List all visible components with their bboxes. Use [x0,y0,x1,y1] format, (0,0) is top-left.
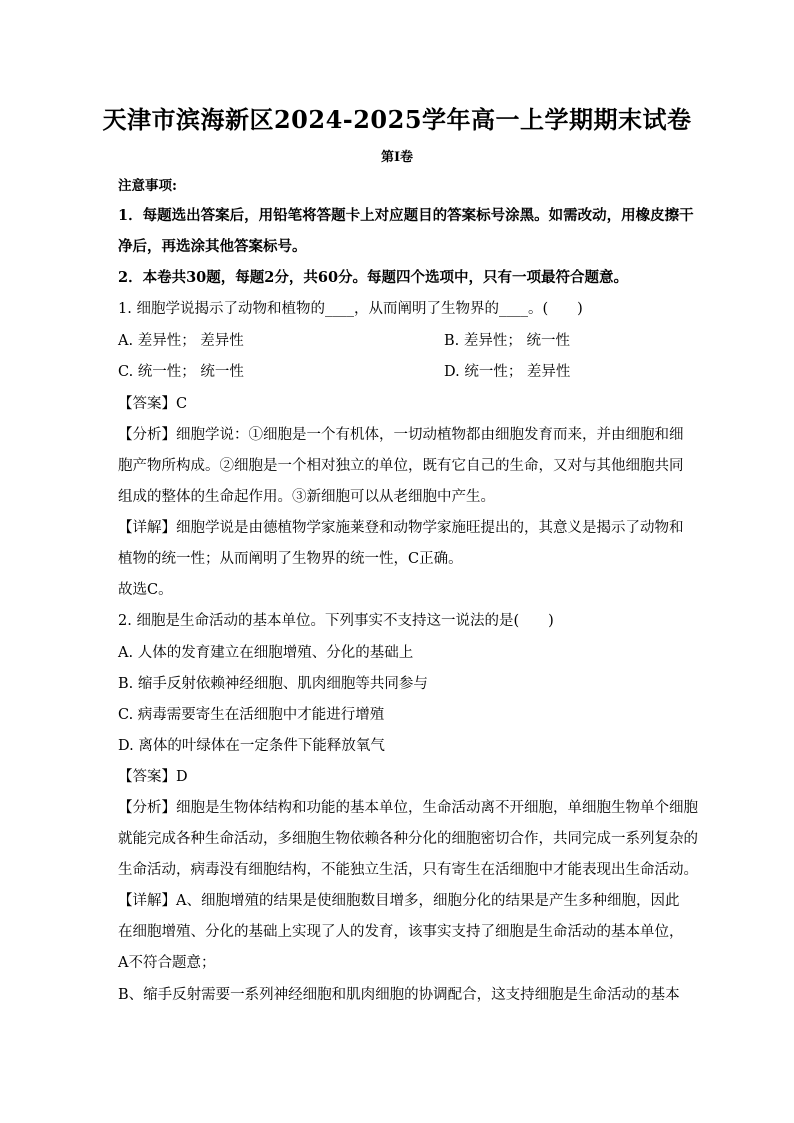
notes-heading: 注意事项: [118,178,177,194]
q1-option-c: C. 统一性； 统一性 [118,364,244,380]
q2-analysis-line-1: 【分析】细胞是生物体结构和功能的基本单位，生命活动离不开细胞，单细胞生物单个细胞 [118,800,698,816]
q1-detail-line-2: 植物的统一性；从而阐明了生物界的统一性，C正确。 [118,551,463,567]
notes-item-1: 1．每题选出答案后，用铅笔将答题卡上对应题目的答案标号涂黑。如需改动，用橡皮擦干 [118,207,694,224]
exam-title: 天津市滨海新区2024-2025学年高一上学期期末试卷 [102,105,692,134]
notes-item-1-cont: 净后，再选涂其他答案标号。 [118,238,307,255]
q2-analysis-line-2: 就能完成各种生命活动，多细胞生物依赖各种分化的细胞密切合作，共同完成一系列复杂的 [118,831,698,847]
q1-option-a: A. 差异性； 差异性 [118,333,244,349]
volume-label: 第I卷 [380,150,414,165]
q1-option-b: B. 差异性； 统一性 [444,333,570,349]
q2-analysis-line-3: 生命活动，病毒没有细胞结构，不能独立生活，只有寄生在活细胞中才能表现出生命活动。 [118,862,698,878]
q2-detail-line-1: 【详解】A、细胞增殖的结果是使细胞数目增多，细胞分化的结果是产生多种细胞，因此 [118,893,680,909]
q1-stem: 1. 细胞学说揭示了动物和植物的____，从而阐明了生物界的____。( ) [118,301,583,317]
q1-conclusion: 故选C。 [118,582,173,598]
q2-detail-line-4: B、缩手反射需要一系列神经细胞和肌肉细胞的协调配合，这支持细胞是生命活动的基本 [118,987,680,1003]
q2-option-b: B. 缩手反射依赖神经细胞、肌肉细胞等共同参与 [118,676,428,692]
q1-analysis-line-2: 胞产物所构成。②细胞是一个相对独立的单位，既有它自己的生命，又对与其他细胞共同 [118,458,684,474]
notes-item-2: 2．本卷共30题，每题2分，共60分。每题四个选项中，只有一项最符合题意。 [118,269,629,286]
q2-answer: 【答案】D [118,769,188,785]
q1-analysis-line-1: 【分析】细胞学说：①细胞是一个有机体，一切动植物都由细胞发育而来，并由细胞和细 [118,427,684,443]
q2-detail-line-2: 在细胞增殖、分化的基础上实现了人的发育，该事实支持了细胞是生命活动的基本单位， [118,924,684,940]
q1-analysis-line-3: 组成的整体的生命起作用。③新细胞可以从老细胞中产生。 [118,489,495,505]
q2-stem: 2. 细胞是生命活动的基本单位。下列事实不支持这一说法的是( ) [118,613,554,629]
q2-option-c: C. 病毒需要寄生在活细胞中才能进行增殖 [118,707,385,723]
q2-option-a: A. 人体的发育建立在细胞增殖、分化的基础上 [118,645,414,661]
q1-detail-line-1: 【详解】细胞学说是由德植物学家施莱登和动物学家施旺提出的，其意义是揭示了动物和 [118,520,684,536]
q2-detail-line-3: A不符合题意； [118,955,216,971]
q1-answer: 【答案】C [118,396,188,412]
q1-option-d: D. 统一性； 差异性 [444,364,571,380]
q2-option-d: D. 离体的叶绿体在一定条件下能释放氧气 [118,738,385,754]
